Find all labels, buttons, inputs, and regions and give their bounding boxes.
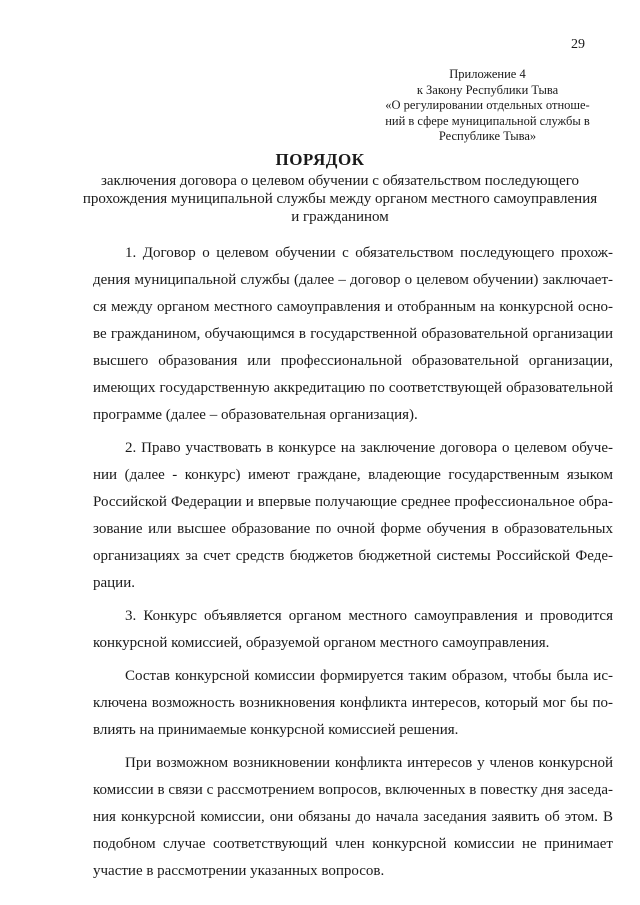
paragraph-line: ключена возможность возникновения конфликта интересов, который мог бы по- [93, 695, 613, 711]
paragraph-line: конкурсной комиссией, образуемой органом местного самоуправления. [93, 635, 550, 651]
paragraph-line: имеющих государственную аккредитацию по соответствующей образовательной [93, 380, 613, 396]
paragraph-line: ся между органом местного самоуправления и отобранным на конкурсной осно- [93, 299, 613, 315]
appendix-line: Приложение 4 [449, 67, 526, 81]
paragraph [93, 750, 613, 885]
paragraph-line: 3. Конкурс объявляется органом местного самоуправления и проводится [125, 608, 613, 624]
paragraph-line: участие в рассмотрении указанных вопросов. [93, 863, 385, 879]
paragraph-line: 1. Договор о целевом обучении с обязательством последующего прохож- [125, 245, 613, 261]
paragraph [93, 240, 613, 429]
paragraph-line: 2. Право участвовать в конкурсе на заключение договора о целевом обуче- [125, 440, 613, 456]
appendix-header [375, 67, 600, 145]
paragraph-line: Российской Федерации и впервые получающие среднее профессиональное обра- [93, 494, 613, 510]
appendix-line: ний в сфере муниципальной службы в [385, 113, 590, 128]
paragraph-line: нии (далее - конкурс) имеют граждане, владеющие государственным языком [93, 467, 613, 483]
paragraph-line: При возможном возникновении конфликта интересов у членов конкурсной [125, 755, 613, 771]
subtitle-line: и гражданином [291, 209, 389, 225]
document-title: ПОРЯДОК [275, 150, 365, 169]
document-body [93, 240, 613, 885]
appendix-line: «О регулировании отдельных отноше- [385, 98, 590, 112]
paragraph-line: организациях за счет средств бюджетов бюджетной системы Российской Феде- [93, 548, 613, 564]
paragraph-line: ния конкурсной комиссии, они обязаны до начала заседания заявить об этом. В [93, 809, 613, 825]
document-subtitle [60, 172, 620, 226]
paragraph-line: подобном случае соответствующий член конкурсной комиссии не принимает [93, 836, 613, 852]
appendix-line: Республике Тыва» [438, 129, 537, 143]
paragraph-line: программе (далее – образовательная организация). [93, 407, 418, 423]
paragraph-line: ве гражданином, обучающимся в государственной образовательной организации [93, 326, 613, 342]
subtitle-line: заключения договора о целевом обучении с обязательством последующего [100, 173, 580, 189]
paragraph-line: дения муниципальной службы (далее – договор о целевом обучении) заключает- [93, 272, 613, 288]
paragraph-line: зование или высшее образование по очной форме обучения в образовательных [93, 521, 613, 537]
paragraph-line: высшего образования или профессиональной образовательной организации, [93, 353, 613, 369]
paragraph-line: комиссии в связи с рассмотрением вопросов, включенных в повестку дня заседа- [93, 782, 613, 798]
paragraph [93, 603, 613, 657]
paragraph-line: влиять на принимаемые конкурсной комиссией решения. [93, 722, 459, 738]
paragraph-line: Состав конкурсной комиссии формируется таким образом, чтобы была ис- [125, 668, 613, 684]
appendix-line: к Закону Республики Тыва [416, 82, 559, 97]
subtitle-line: прохождения муниципальной службы между органом местного самоуправления [82, 191, 598, 207]
paragraph [93, 663, 613, 744]
paragraph-line: рации. [93, 575, 135, 591]
page-number: 29 [571, 37, 585, 52]
paragraph [93, 435, 613, 597]
